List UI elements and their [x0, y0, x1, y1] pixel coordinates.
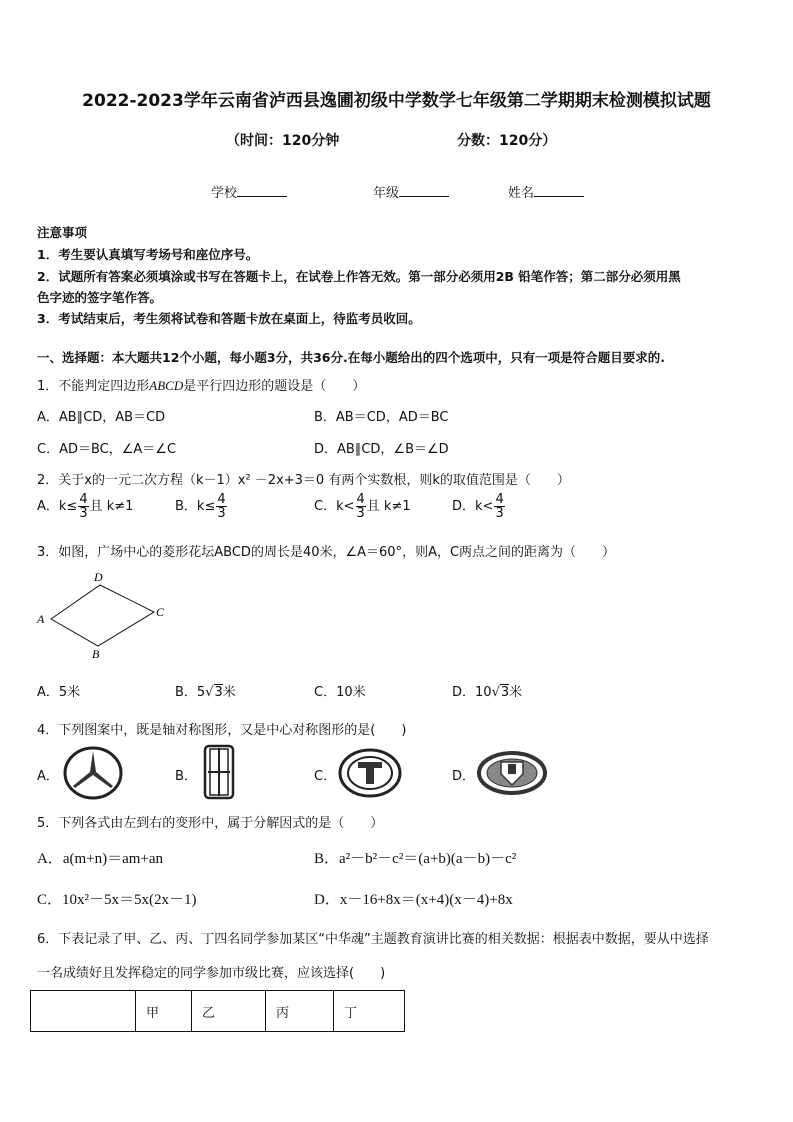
q4-option-d-label: D． — [452, 769, 476, 784]
note-item: 1．考生要认真填写考场号和座位序号。 — [37, 247, 259, 262]
question-1-stem: 1．不能判定四边形ABCD是平行四边形的题设是（ ） — [37, 378, 366, 394]
table-cell: 甲 — [136, 991, 192, 1032]
q3-option-c: C．10米 — [314, 685, 366, 700]
q5-option-a: A．a(m+n)＝am+an — [37, 851, 164, 867]
rhombus-figure — [34, 568, 174, 662]
q1-option-b: B．AB＝CD，AD＝BC — [314, 410, 449, 425]
vertex-b-label: B — [92, 647, 100, 661]
q2-option-c: C．k< $\frac{4}{3}$ 且 k≠1 — [314, 492, 411, 521]
q4-option-c-label: C． — [314, 769, 337, 784]
table-cell: 丁 — [334, 991, 405, 1032]
school-field: 学校 — [211, 182, 287, 201]
question-4-stem: 4．下列图案中，既是轴对称图形，又是中心对称图形的是( ) — [37, 723, 407, 738]
notes-heading: 注意事项 — [37, 225, 88, 240]
note-item: 2．试题所有答案必须填涂或书写在答题卡上，在试卷上作答无效。第一部分必须用2B 铅笔作答；第二部分必须用黑 — [37, 269, 681, 284]
vertex-c-label: C — [156, 605, 165, 619]
q3-option-a: A．5米 — [37, 685, 81, 700]
q3-option-b: B．5√3米 — [175, 685, 236, 700]
table-cell — [31, 991, 136, 1032]
rhombus-shape — [51, 585, 154, 646]
q2-option-b: B．k≤ $\frac{4}{3}$ — [175, 492, 226, 521]
table-cell: 乙 — [192, 991, 266, 1032]
exam-title: 2022-2023学年云南省泸西县逸圃初级中学数学七年级第二学期期末检测模拟试题 — [82, 91, 711, 111]
grade-field: 年级 — [373, 182, 449, 201]
table-cell: 丙 — [266, 991, 334, 1032]
q5-option-b: B．a²－b²－c²＝(a+b)(a－b)－c² — [314, 851, 517, 867]
great-wall-logo-icon — [477, 750, 547, 796]
exam-score: 分数：120分） — [457, 133, 557, 149]
q5-option-d: D．x－16+8x＝(x+4)(x－4)+8x — [314, 892, 513, 908]
question-2-stem: 2．关于x的一元二次方程（k－1）x² －2x+3＝0 有两个实数根，则k的取值范围是（ ） — [37, 473, 570, 488]
q2-option-d: D．k< $\frac{4}{3}$ — [452, 492, 504, 521]
q1-option-a: A．AB∥CD，AB＝CD — [37, 410, 166, 425]
section-heading: 一、选择题：本大题共12个小题，每小题3分，共36分.在每小题给出的四个选项中，只有一项是符合题目要求的. — [37, 350, 665, 365]
lincoln-logo-icon — [202, 743, 236, 801]
mercedes-logo-icon — [63, 745, 123, 801]
vertex-a-label: A — [37, 612, 45, 626]
q3-option-d: D．10√3米 — [452, 685, 523, 700]
q4-option-b-label: B． — [175, 769, 197, 784]
data-table — [30, 990, 405, 1032]
question-6-stem-line2: 一名成绩好且发挥稳定的同学参加市级比赛，应该选择( ) — [37, 966, 386, 981]
brilliance-logo-icon — [338, 748, 402, 798]
exam-time: （时间：120分钟 — [226, 133, 340, 149]
question-5-stem: 5．下列各式由左到右的变形中，属于分解因式的是（ ） — [37, 816, 384, 831]
q1-option-d: D．AB∥CD，∠B＝∠D — [314, 442, 449, 457]
note-item: 3．考试结束后，考生须将试卷和答题卡放在桌面上，待监考员收回。 — [37, 311, 421, 326]
table-header-row — [31, 991, 405, 1032]
note-item: 色字迹的签字笔作答。 — [37, 290, 163, 305]
q2-option-a: A．k≤ $\frac{4}{3}$ 且 k≠1 — [37, 492, 134, 521]
q4-option-a-label: A． — [37, 769, 59, 784]
q1-option-c: C．AD＝BC，∠A＝∠C — [37, 442, 177, 457]
q5-option-c: C．10x²－5x＝5x(2x－1) — [37, 892, 197, 908]
name-field: 姓名 — [508, 182, 584, 201]
question-6-stem-line1: 6．下表记录了甲、乙、丙、丁四名同学参加某区“中华魂”主题教育演讲比赛的相关数据：根据表中数据，要从中选择 — [37, 932, 709, 947]
question-3-stem: 3．如图，广场中心的菱形花坛ABCD的周长是40米，∠A＝60°，则A，C两点之间的距离为（ ） — [37, 545, 616, 560]
vertex-d-label: D — [94, 570, 103, 584]
